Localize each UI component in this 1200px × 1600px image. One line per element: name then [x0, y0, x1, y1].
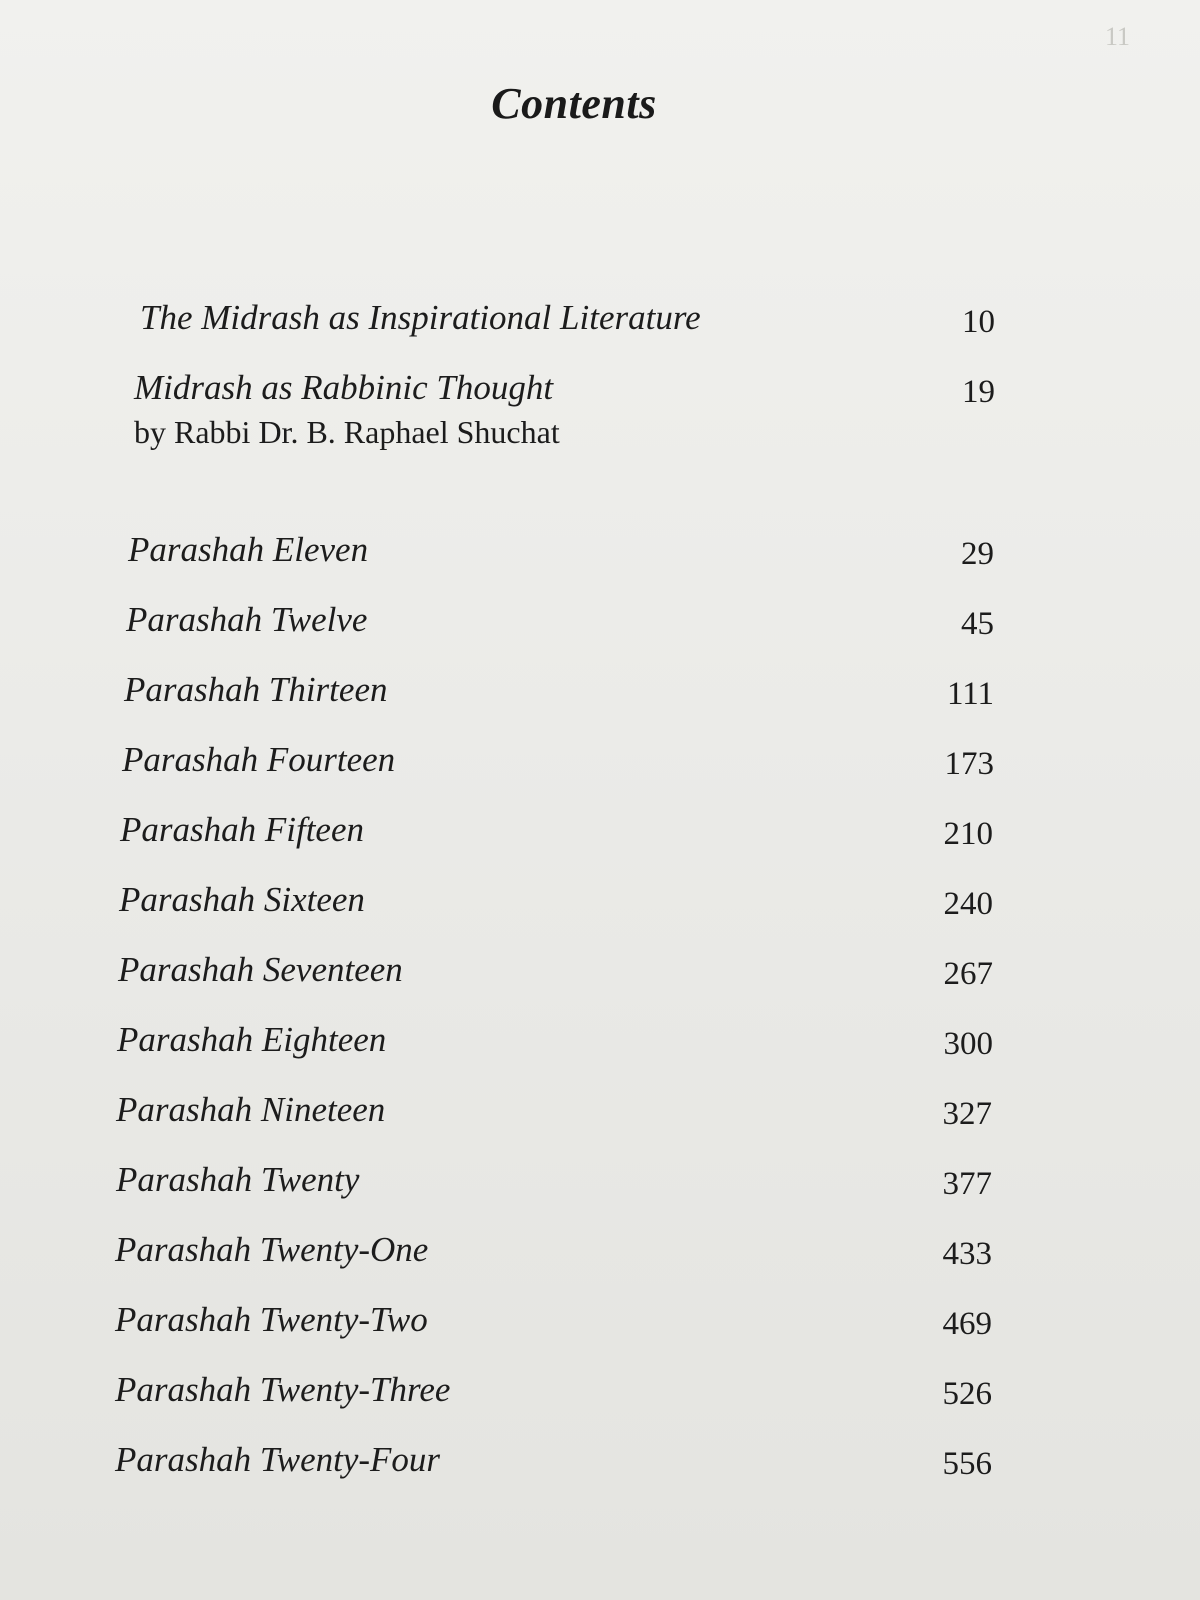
page-number: 11 — [1104, 22, 1130, 51]
toc-entry-title: Parashah Sixteen — [119, 880, 365, 919]
toc-entry — [124, 670, 994, 720]
toc-entry — [122, 740, 994, 790]
toc-entry-page: 433 — [942, 1236, 992, 1272]
toc-entry-page: 267 — [943, 956, 993, 992]
toc-entry-title: The Midrash as Inspirational Literature — [140, 298, 701, 337]
toc-entry — [119, 880, 993, 930]
toc-entry — [126, 600, 994, 650]
toc-entry-page: 111 — [946, 676, 994, 712]
toc-entry-page: 210 — [943, 816, 993, 852]
toc-entry-title: Parashah Twenty-One — [115, 1230, 429, 1269]
toc-entry — [115, 1300, 992, 1350]
toc-entry — [116, 1160, 992, 1210]
toc-entry-title: Parashah Twenty-Two — [115, 1300, 428, 1339]
toc-entry — [115, 1370, 992, 1420]
toc-entry-page: 19 — [962, 374, 995, 410]
toc-entry-page: 29 — [961, 536, 994, 572]
toc-entry-page: 45 — [961, 606, 994, 642]
toc-entry-title: Parashah Fourteen — [122, 740, 396, 779]
toc-entry-page: 469 — [942, 1306, 992, 1342]
toc-entry-title: Parashah Fifteen — [120, 810, 364, 849]
toc-entry — [116, 1090, 992, 1140]
toc-entry-title: Parashah Seventeen — [118, 950, 403, 989]
toc-entry-page: 377 — [942, 1166, 992, 1202]
toc-entry-title: Parashah Eighteen — [117, 1020, 387, 1059]
toc-entry-title: Parashah Nineteen — [116, 1090, 386, 1129]
page-title: Contents — [491, 79, 657, 128]
toc-entry-title: Parashah Twenty-Four — [115, 1440, 441, 1479]
toc-entry-title: Parashah Twelve — [126, 600, 368, 639]
toc-entry-page: 526 — [942, 1376, 992, 1412]
toc-entry-page: 240 — [943, 886, 993, 922]
toc-entry-title: Parashah Twenty — [116, 1160, 360, 1199]
toc-entry-title: Parashah Twenty-Three — [115, 1370, 451, 1409]
toc-entry — [140, 298, 995, 348]
toc-entry-page: 300 — [943, 1026, 993, 1062]
toc-entry-author: by Rabbi Dr. B. Raphael Shuchat — [134, 414, 560, 450]
toc-entry — [134, 368, 995, 468]
toc-entry-page: 10 — [962, 304, 995, 340]
toc-entry — [118, 950, 993, 1000]
toc-entry — [115, 1440, 992, 1490]
toc-entry-page: 173 — [944, 746, 994, 782]
toc-entry — [115, 1230, 992, 1280]
toc-entry-page: 556 — [942, 1446, 992, 1482]
toc-entry — [128, 530, 994, 580]
toc-entry — [117, 1020, 993, 1070]
toc-entry-page: 327 — [942, 1096, 992, 1132]
toc-entry-title: Parashah Thirteen — [124, 670, 388, 709]
toc-entry-title: Midrash as Rabbinic Thought — [134, 368, 554, 407]
toc-entry-title: Parashah Eleven — [128, 530, 369, 569]
toc-entry — [120, 810, 993, 860]
